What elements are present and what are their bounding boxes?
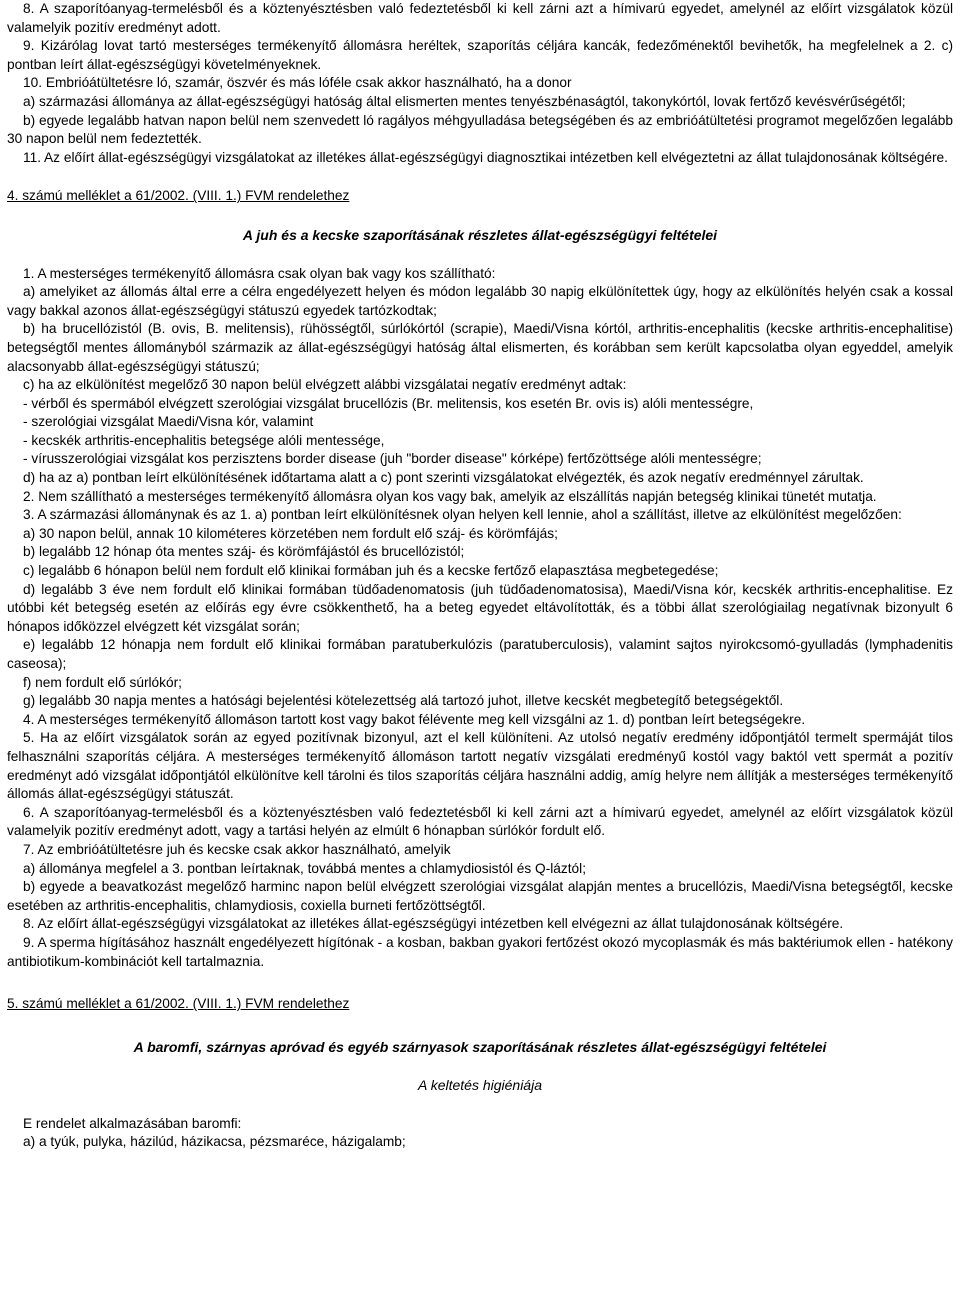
paragraph: a) 30 napon belül, annak 10 kilométeres körzetében nem fordult elő száj- és körömfájás; bbox=[23, 525, 558, 541]
paragraph: e) legalább 12 hónapja nem fordult elő klinikai formában paratuberkulózis (paratuberculosis), valamint sajtos nyirokcsomó-gyulladás (lymphadenitis caseosa); bbox=[7, 637, 953, 671]
paragraph: a) származási állománya az állat-egészségügyi hatóság által elismerten mentes tenyészbénaságtól, takonykórtól, lovak fertőző kevésvérűségétől; bbox=[23, 93, 906, 109]
paragraph: c) legalább 6 hónapon belül nem fordult elő klinikai formában juh és a kecske fertőző elapasztása megbetegedése; bbox=[23, 563, 719, 579]
paragraph: 3. A származási állománynak és az 1. a) pontban leírt elkülönítésnek olyan helyen kell lennie, ahol a szállítást, illetve az elkülönítést megelőzően: bbox=[23, 507, 902, 523]
paragraph: a) állománya megfelel a 3. pontban leírtaknak, továbbá mentes a chlamydiosistól és Q-láztól; bbox=[23, 860, 587, 876]
paragraph: b) legalább 12 hónap óta mentes száj- és körömfájástól és brucellózistól; bbox=[23, 544, 465, 560]
paragraph: b) egyede a beavatkozást megelőző harminc napon belül elvégzett szerológiai vizsgálat alapján mentes a brucellózis, Maedi/Visna betegségtől, kecske esetében az arthritis-encephalitis, chlamydiosis, coxiella burneti fertőzöttségtől. bbox=[7, 879, 953, 913]
annex-5-heading: A baromfi, szárnyas apróvad és egyéb szárnyasok szaporításának részletes állat-egészségügyi feltételei bbox=[133, 1038, 827, 1055]
section-horse-rules bbox=[7, 0, 953, 167]
section-sheep-goat-rules bbox=[7, 265, 953, 972]
paragraph: 9. A sperma hígításához használt engedélyezett hígítónak - a kosban, bakban gyakori fertőzést okozó mycoplasmák és más baktériumok ellen - hatékony antibiotikum-kombinációt kell tartalmaznia. bbox=[7, 934, 953, 969]
annex-5-title: 5. számú melléklet a 61/2002. (VIII. 1.) FVM rendelethez bbox=[7, 996, 350, 1012]
paragraph: a) a tyúk, pulyka, házilúd, házikacsa, pézsmaréce, házigalamb; bbox=[23, 1134, 406, 1150]
paragraph: 10. Embrióátültetésre ló, szamár, öszvér és más lóféle csak akkor használható, ha a donor bbox=[23, 75, 572, 91]
paragraph: c) ha az elkülönítést megelőző 30 napon belül elvégzett alábbi vizsgálatai negatív eredményt adtak: bbox=[23, 377, 627, 393]
paragraph: 2. Nem szállítható a mesterséges termékenyítő állomásra olyan kos vagy bak, amelyik az elszállítás napján betegség klinikai tünetét mutatja. bbox=[23, 488, 877, 504]
paragraph: 6. A szaporítóanyag-termelésből és a köztenyésztésben való fedeztetésből ki kell zárni azt a hímivarú egyedet, amelynél az előírt vizsgálatok közül valamelyik pozitív eredményt adott, vagy a tartási helyén az elmúlt 6 hónapban súrlókór fordult elő. bbox=[7, 804, 953, 839]
paragraph: d) legalább 3 éve nem fordult elő klinikai formában tüdőadenomatosis (juh tüdőadenomatosisa), Maedi/Visna kór, kecskék arthritis-encephalitise. Ez utóbbi két betegség esetén az előírás egy évre csökkenthető, ha a beteg egyedet eltávolították, és a többi állat szerológiailag negatívnak bizonyult 6 hónapos időközzel elvégzett két vizsgálat során; bbox=[7, 581, 953, 634]
paragraph: - vírusszerológiai vizsgálat kos perzisztens border disease (juh "border disease" kórképe) fertőzöttsége alóli mentességre; bbox=[23, 451, 762, 467]
paragraph: - szerológiai vizsgálat Maedi/Visna kór, valamint bbox=[23, 414, 314, 430]
paragraph: - vérből és spermából elvégzett szerológiai vizsgálat brucellózis (Br. melitensis, kos esetén Br. ovis is) alóli mentességre, bbox=[23, 395, 754, 411]
paragraph: b) ha brucellózistól (B. ovis, B. melitensis), rühösségtől, súrlókórtól (scrapie), Maedi/Visna kórtól, arthritis-encephalitis (kecske arthritis-encephalitise) betegségtől mentes állományból származik az állat-egészségügyi hatóság által elismerten, és korábban sem került kapcsolatba olyan egyeddel, amelyik alacsonyabb állat-egészségügyi státuszú; bbox=[7, 321, 953, 374]
paragraph: 7. Az embrióátültetésre juh és kecske csak akkor használható, amelyik bbox=[23, 841, 451, 857]
paragraph: g) legalább 30 napja mentes a hatósági bejelentési kötelezettség alá tartozó juhot, illetve kecskét megbetegítő betegségektől. bbox=[23, 693, 784, 709]
annex-4-heading: A juh és a kecske szaporításának részletes állat-egészségügyi feltételei bbox=[242, 226, 718, 243]
paragraph: 9. Kizárólag lovat tartó mesterséges termékenyítő állomásra heréltek, szaporítás céljára kancák, fedezőménektől bevihetők, ha megfelelnek a 2. c) pontban leírt állat-egészségügyi követelményeknek. bbox=[7, 38, 953, 72]
paragraph: 4. A mesterséges termékenyítő állomáson tartott kost vagy bakot félévente meg kell vizsgálni az 1. d) pontban leírt betegségekre. bbox=[23, 711, 806, 727]
paragraph: 11. Az előírt állat-egészségügyi vizsgálatokat az illetékes állat-egészségügyi diagnosztikai intézetben kell elvégeztetni az állat tulajdonosának költségére. bbox=[23, 149, 948, 165]
paragraph: b) egyede legalább hatvan napon belül nem szenvedett ló ragályos méhgyulladása betegségében és az embrióátültetési programot megelőzően legalább 30 napon belül nem fedeztették. bbox=[7, 112, 953, 147]
annex-5-subheading: A keltetés higiéniája bbox=[417, 1077, 542, 1094]
paragraph: 8. Az előírt állat-egészségügyi vizsgálatokat az illetékes állat-egészségügyi intézetben kell elvégezni az állat tulajdonosának költségére. bbox=[23, 916, 844, 932]
paragraph: - kecskék arthritis-encephalitis betegsége alóli mentessége, bbox=[23, 432, 385, 448]
section-poultry-rules bbox=[7, 1115, 953, 1152]
annex-4-title: 4. számú melléklet a 61/2002. (VIII. 1.) FVM rendelethez bbox=[7, 188, 350, 204]
paragraph: a) amelyiket az állomás által erre a célra engedélyezett helyen és módon legalább 30 napig elkülönítettek úgy, hogy az elkülönítés helyén csak a kossal vagy bakkal azonos állat-egészségügyi státuszú egyedek tartózkodtak; bbox=[7, 284, 953, 318]
paragraph: 5. Ha az előírt vizsgálatok során az egyed pozitívnak bizonyul, azt el kell különíteni. Az utolsó negatív eredmény időpontjától termelt spermáját tilos felhasználni szaporítás céljára. A mesterséges termékenyítő állomáson tartott negatív vizsgálati eredményű kostól vagy baktól vett spermát a pozitív eredményt adó vizsgálat időpontjától elkülönítve kell tárolni és tilos szaporítás céljára használni addig, amíg helyre nem állítják a mesterséges termékenyítő állomás állat-egészségügyi státuszát. bbox=[7, 730, 953, 802]
paragraph: 8. A szaporítóanyag-termelésből és a köztenyésztésben való fedeztetésből ki kell zárni azt a hímivarú egyedet, amelynél az előírt vizsgálatok közül valamelyik pozitív eredményt adott. bbox=[7, 1, 953, 35]
paragraph: f) nem fordult elő súrlókór; bbox=[23, 674, 182, 690]
paragraph: d) ha az a) pontban leírt elkülönítésének időtartama alatt a c) pont szerinti vizsgálatokat elvégezték, és azok negatív eredménnyel zárultak. bbox=[23, 470, 864, 486]
paragraph: 1. A mesterséges termékenyítő állomásra csak olyan bak vagy kos szállítható: bbox=[23, 265, 496, 281]
paragraph: E rendelet alkalmazásában baromfi: bbox=[23, 1115, 242, 1131]
